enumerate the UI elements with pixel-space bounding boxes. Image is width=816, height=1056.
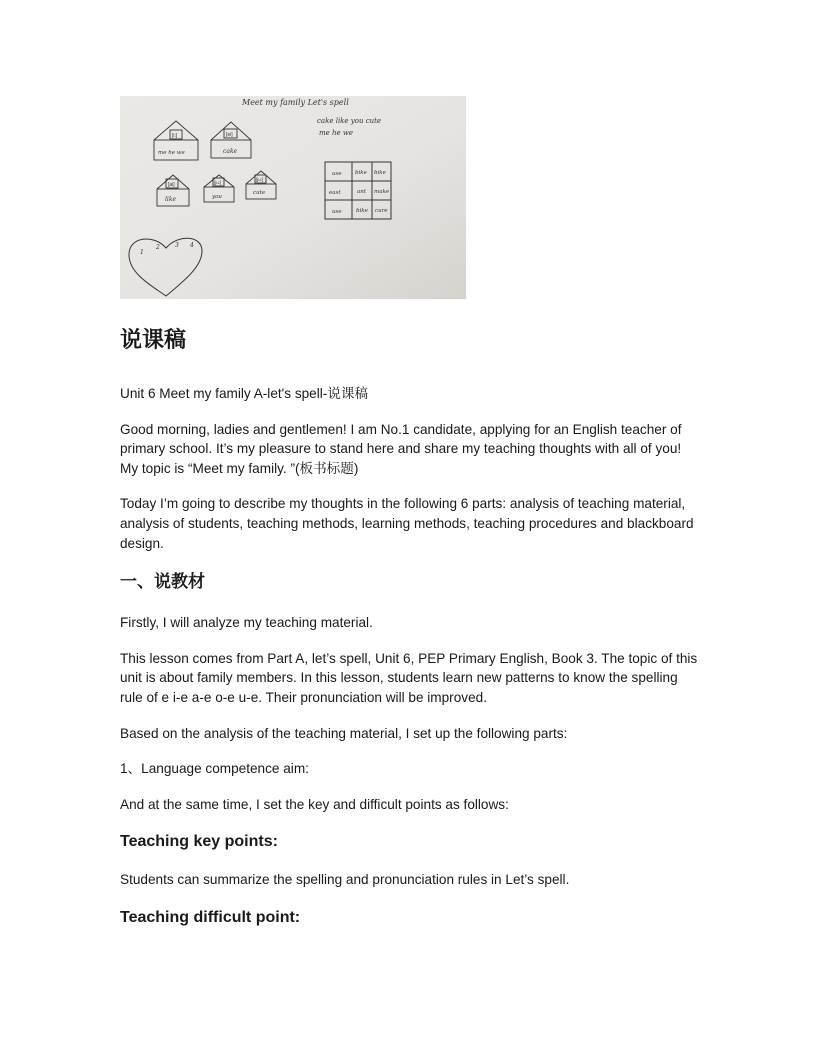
heart-mark: 3 bbox=[175, 242, 179, 249]
difficult-point-heading: Teaching difficult point: bbox=[120, 908, 301, 926]
section-heading-teaching-material: 一、说教材 bbox=[120, 572, 205, 592]
heart-mark: 2 bbox=[156, 244, 160, 251]
house-vowel: [i:] bbox=[172, 133, 178, 139]
whiteboard-drawing bbox=[120, 96, 466, 299]
key-points-heading: Teaching key points: bbox=[120, 833, 278, 851]
lesson-paragraph: This lesson comes from Part A, let’s spell, Unit 6, PEP Primary English, Book 3. The topic of this unit is about family members. In this lesson, students learn new patterns to know the spelling rule of e i-e a-e o-e u-e. Their pronunciation will be improved. bbox=[120, 650, 698, 705]
house-words: me he we bbox=[158, 150, 185, 156]
house-words: you bbox=[212, 194, 222, 200]
key-points-text: Students can summarize the spelling and pronunciation rules in Let’s spell. bbox=[120, 872, 570, 888]
house-vowel: [ai] bbox=[168, 182, 175, 188]
document-title: 说课稿 bbox=[120, 327, 187, 352]
key-intro-paragraph: And at the same time, I set the key and difficult points as follows: bbox=[120, 796, 509, 812]
grid-word: cure bbox=[375, 208, 388, 214]
board-words-row-1: cake like you cute bbox=[317, 117, 382, 125]
grid-word: east bbox=[329, 190, 341, 196]
grid-word: make bbox=[374, 189, 390, 195]
grid-word: bike bbox=[355, 170, 367, 176]
house-vowel: [ei] bbox=[226, 132, 233, 138]
house-words: like bbox=[165, 196, 177, 203]
grid-word: use bbox=[332, 171, 342, 177]
house-vowel: [ju:] bbox=[256, 177, 264, 182]
document-body bbox=[120, 322, 700, 946]
outline-paragraph: Today I’m going to describe my thoughts in the following 6 parts: analysis of teaching material, analysis of students, teaching methods, learning methods, teaching procedures and blackboard design. bbox=[120, 496, 694, 551]
analyze-paragraph: Firstly, I will analyze my teaching material. bbox=[120, 615, 373, 631]
based-paragraph: Based on the analysis of the teaching material, I set up the following parts: bbox=[120, 725, 568, 741]
house-words: cake bbox=[223, 148, 238, 155]
board-words-row-2: me he we bbox=[319, 129, 354, 137]
aim-paragraph: 1、Language competence aim: bbox=[120, 761, 309, 777]
grid-word: bike bbox=[356, 208, 368, 214]
whiteboard-photo bbox=[120, 96, 466, 299]
house-words: cute bbox=[253, 190, 266, 196]
grid-word: use bbox=[332, 209, 342, 215]
house-vowel: [ju:] bbox=[214, 180, 222, 185]
heart-mark: 4 bbox=[190, 242, 194, 249]
heart-mark: 1 bbox=[140, 249, 144, 256]
document-subtitle: Unit 6 Meet my family A-let's spell-说课稿 bbox=[120, 386, 369, 401]
grid-word: bike bbox=[374, 170, 386, 176]
intro-paragraph: Good morning, ladies and gentlemen! I am No.1 candidate, applying for an English teacher of primary school. It’s my pleasure to stand here and share my teaching thoughts with all of you! My topic is “Meet my family. ”(板书标题) bbox=[120, 421, 682, 476]
grid-word: ant bbox=[357, 189, 367, 195]
board-title: Meet my family Let's spell bbox=[242, 98, 349, 107]
